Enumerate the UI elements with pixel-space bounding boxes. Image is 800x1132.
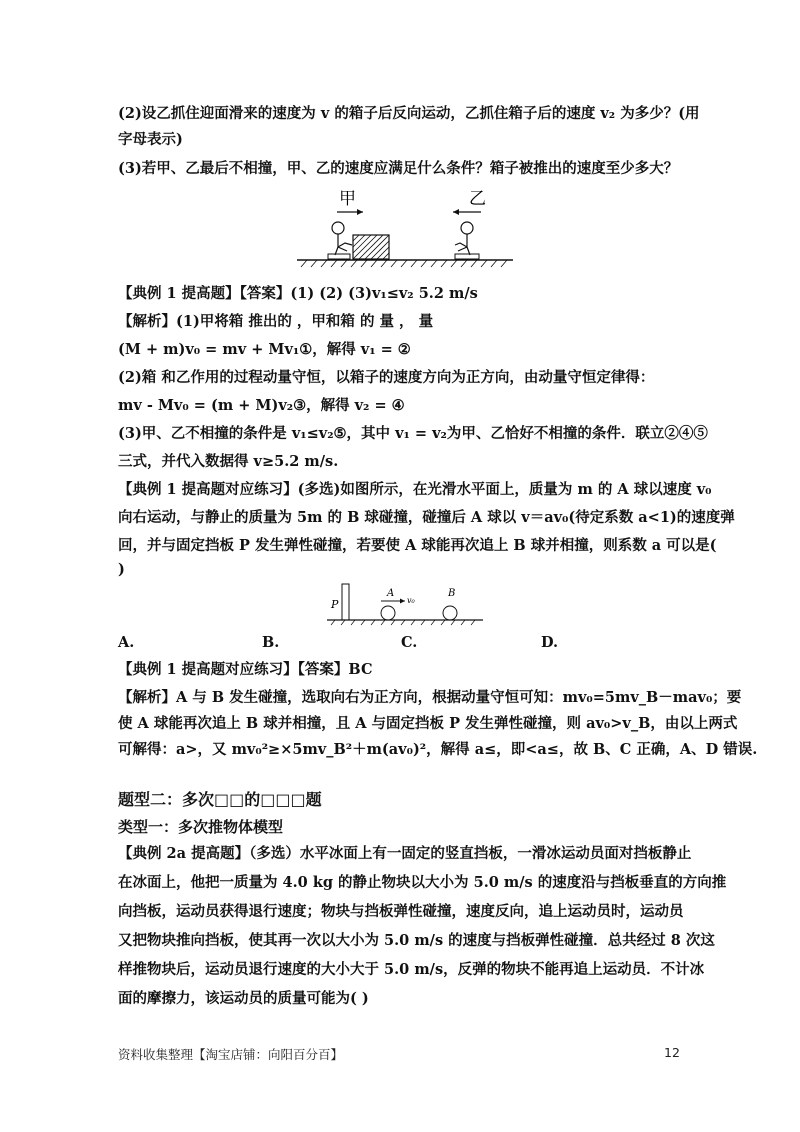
- analysis-2-line-1: 【解析】A 与 B 发生碰撞，选取向右为正方向，根据动量守恒可知：mv₀=5mv_B－mav₀；要: [118, 689, 742, 706]
- label-a: A: [387, 588, 395, 599]
- section-subtitle: 类型一：多次推物体模型: [118, 818, 284, 836]
- example-2a-line-1: 【典例 2a 提高题】（多选）水平冰面上有一固定的竖直挡板，一滑冰运动员面对挡板静止: [118, 845, 692, 862]
- footer-source: 资料收集整理【淘宝店铺：向阳百分百】: [118, 1047, 344, 1062]
- question-2-line-1: (2)设乙抓住迎面滑来的速度为 v 的箱子后反向运动，乙抓住箱子后的速度 v₂ 为多少？(用: [118, 105, 700, 122]
- analysis-2-line-3: 可解得：a>，又 mv₀²≥×5mv_B²＋m(av₀)²，解得 a≤，即<a≤，故 B、C 正确，A、D 错误.: [118, 741, 758, 758]
- answer-1: 【典例 1 提高题】【答案】(1) (2) (3)v₁≤v₂ 5.2 m/s: [118, 285, 478, 302]
- analysis-1-line-2: (2)箱 和乙作用的过程动量守恒，以箱子的速度方向为正方向，由动量守恒定律得：: [118, 369, 655, 386]
- ball-a-icon: [381, 606, 395, 620]
- figure-skaters-box: [295, 185, 515, 273]
- option-c: C.: [401, 634, 418, 651]
- analysis-1-line-1: 【解析】(1)甲将箱 推出的 ，甲和箱 的 量 ， 量: [118, 313, 434, 330]
- page-number: 12: [664, 1045, 680, 1060]
- option-b: B.: [262, 634, 280, 651]
- option-a: A.: [118, 634, 135, 651]
- practice-1-line-3: 回，并与固定挡板 P 发生弹性碰撞，若要使 A 球能再次追上 B 球并相撞，则系数 a 可以是(: [118, 537, 717, 554]
- example-2a-line-4: 又把物块推向挡板，使其再一次以大小为 5.0 m/s 的速度与挡板弹性碰撞．总共经过 8 次这: [118, 932, 715, 949]
- label-b: B: [448, 588, 456, 599]
- person-jia-icon: [328, 222, 352, 259]
- option-d: D.: [541, 634, 559, 651]
- analysis-1-line-3: (3)甲、乙不相撞的条件是 v₁≤v₂⑤，其中 v₁ = v₂为甲、乙恰好不相撞的条件．联立②④⑤: [118, 425, 708, 442]
- equation-1: (M + m)v₀ = mv + Mv₁①，解得 v₁ = ②: [118, 341, 411, 358]
- wall-p-icon: [342, 584, 349, 620]
- example-2a-line-2: 在冰面上，他把一质量为 4.0 kg 的静止物块以大小为 5.0 m/s 的速度沿与挡板垂直的方向推: [118, 874, 727, 891]
- example-2a-line-3: 向挡板，运动员获得退行速度；物块与挡板弹性碰撞，速度反向，追上运动员时，运动员: [118, 903, 684, 920]
- practice-1-line-2: 向右运动，与静止的质量为 5m 的 B 球碰撞，碰撞后 A 球以 v＝av₀(待定系数 a<1)的速度弹: [118, 509, 735, 526]
- label-jia: 甲: [339, 189, 356, 209]
- practice-1-line-4: ): [118, 561, 125, 578]
- section-title: 题型二：多次□□的□□□题: [118, 790, 322, 809]
- label-v0: v₀: [407, 596, 415, 605]
- label-yi: 乙: [469, 189, 486, 209]
- analysis-1-line-4: 三式，并代入数据得 v≥5.2 m/s.: [118, 453, 339, 470]
- answer-2: 【典例 1 提高题对应练习】【答案】BC: [118, 661, 373, 678]
- figure-balls-wall: [325, 578, 485, 628]
- example-2a-line-5: 样推物块后，运动员退行速度的大小大于 5.0 m/s，反弹的物块不能再追上运动员．不计冰: [118, 961, 705, 978]
- example-2a-line-6: 面的摩擦力，该运动员的质量可能为( ): [118, 990, 369, 1007]
- question-3: (3)若甲、乙最后不相撞，甲、乙的速度应满足什么条件？箱子被推出的速度至少多大？: [118, 160, 679, 177]
- ball-b-icon: [443, 606, 457, 620]
- practice-1-line-1: 【典例 1 提高题对应练习】(多选)如图所示，在光滑水平面上，质量为 m 的 A 球以速度 v₀: [118, 481, 712, 498]
- label-p: P: [331, 598, 339, 611]
- equation-2: mv - Mv₀ = (m + M)v₂③，解得 v₂ = ④: [118, 397, 405, 414]
- analysis-2-line-2: 使 A 球能再次追上 B 球并相撞，且 A 与固定挡板 P 发生弹性碰撞，则 av₀>v_B，由以上两式: [118, 715, 738, 732]
- box-icon: [353, 235, 389, 259]
- person-yi-icon: [455, 222, 479, 259]
- question-2-line-2: 字母表示): [118, 131, 183, 148]
